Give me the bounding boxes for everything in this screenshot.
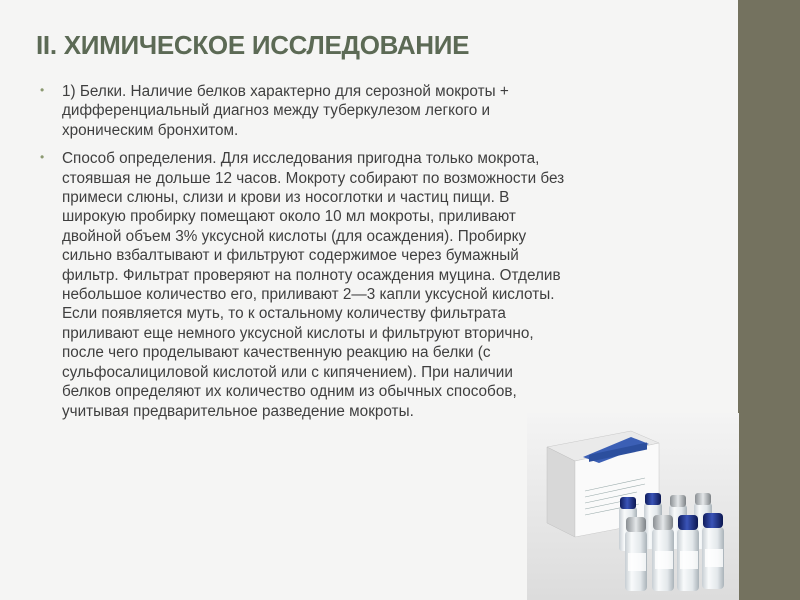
bullet-list <box>40 82 730 430</box>
bullet-line: широкую пробирку помещают около 10 мл мокроты, приливают <box>62 208 516 226</box>
bullet-line: фильтр. Фильтрат проверяют на полноту осаждения муцина. Отделив <box>62 266 561 284</box>
bullet-line: дифференциальный диагноз между туберкулезом легкого и <box>62 102 490 120</box>
bullet-item-method <box>40 149 730 421</box>
bullet-line: после чего проделывают качественную реакцию на белки (с <box>62 344 491 362</box>
accent-sidebar <box>738 0 800 600</box>
bullet-line: приливают еще немного уксусной кислоты и фильтруют вторично, <box>62 324 534 342</box>
bullet-line: сульфосалициловой кислотой или с кипячением). При наличии <box>62 363 513 381</box>
bullet-line: 1) Белки. Наличие белков характерно для серозной мокроты + <box>62 83 509 100</box>
bullet-dot-icon: • <box>40 150 45 165</box>
bullet-line: хроническим бронхитом. <box>62 121 239 139</box>
bullet-text <box>62 149 730 421</box>
slide-title: II. ХИМИЧЕСКОЕ ИССЛЕДОВАНИЕ <box>36 30 470 60</box>
bullet-line: белков определяют их количество одним из обычных способов, <box>62 383 517 401</box>
bullet-line: небольшое количество его, приливают 2—3 капли уксусной кислоты. <box>62 286 555 304</box>
control-vials-illustration <box>527 413 739 600</box>
bullet-text <box>62 82 730 140</box>
bullet-line: стоявшая не дольше 12 часов. Мокроту собирают по возможности без <box>62 169 565 187</box>
bullet-line: двойной объем 3% уксусной кислоты (для осаждения). Пробирку <box>62 227 527 245</box>
bullet-line: Способ определения. Для исследования пригодна только мокрота, <box>62 150 540 168</box>
product-photo <box>527 413 739 600</box>
bullet-line: сильно взбалтывают и фильтруют содержимое через бумажный <box>62 247 519 265</box>
bullet-line: примеси слюны, слизи и крови из носоглотки и частиц пищи. В <box>62 189 510 207</box>
bullet-line: учитывая предварительное разведение мокроты. <box>62 402 414 420</box>
bullet-line: Если появляется муть, то к остальному количеству фильтрата <box>62 305 506 323</box>
bullet-item-proteins <box>40 82 730 140</box>
bullet-dot-icon: • <box>40 83 45 97</box>
